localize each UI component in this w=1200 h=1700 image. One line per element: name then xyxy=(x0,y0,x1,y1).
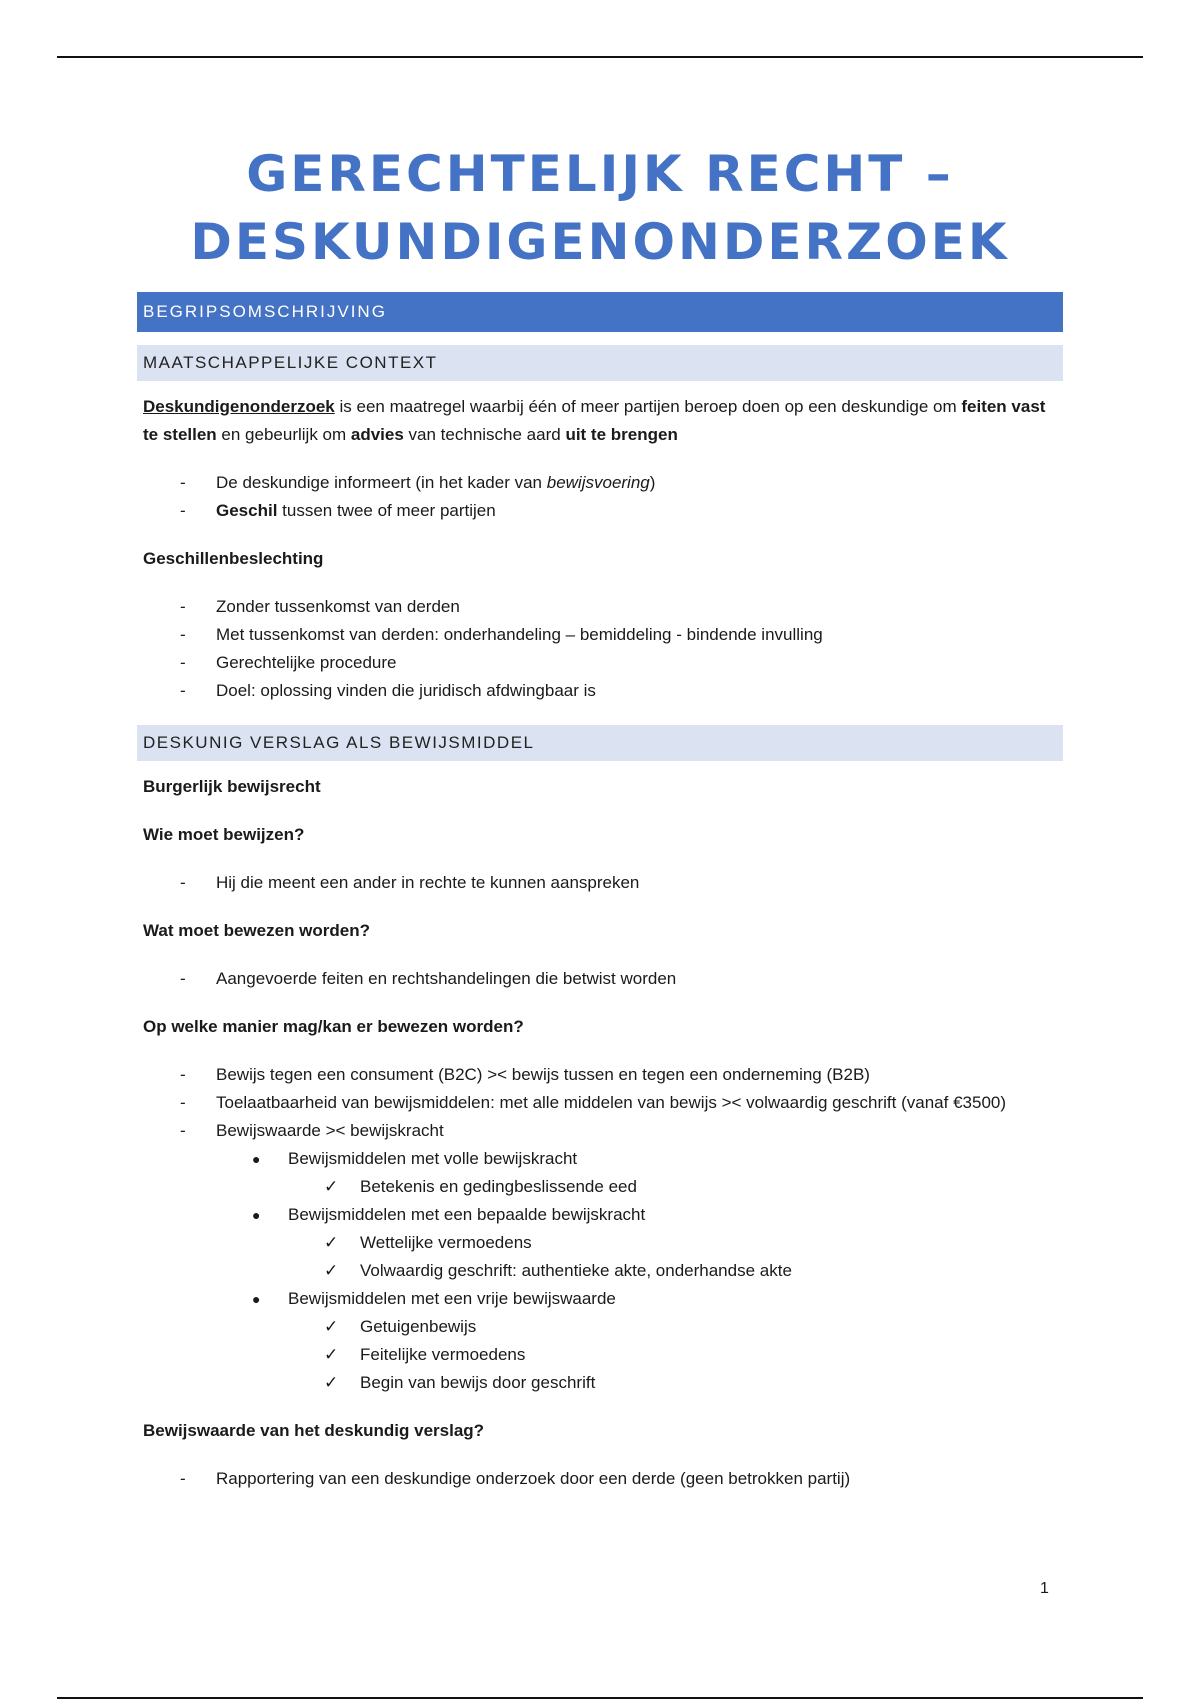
q4-list xyxy=(137,1465,1063,1493)
list-item: ✓ Volwaardig geschrift: authentieke akte, onderhandse akte xyxy=(288,1257,1063,1285)
list-item: - Met tussenkomst van derden: onderhandeling – bemiddeling - bindende invulling xyxy=(180,625,823,644)
question-bewijswaarde: Bewijswaarde van het deskundig verslag? xyxy=(143,1421,485,1440)
question-wie: Wie moet bewijzen? xyxy=(143,825,305,844)
q1-list xyxy=(137,869,1063,897)
list-item: - Bewijs tegen een consument (B2C) >< bewijs tussen en tegen een onderneming (B2B) xyxy=(180,1065,870,1084)
heading-begripsomschrijving: BEGRIPSOMSCHRIJVING xyxy=(137,292,1063,332)
check-icon: ✓ xyxy=(324,1233,339,1252)
intro-paragraph: Deskundigenonderzoek is een maatregel waarbij één of meer partijen beroep doen op een deskundige om feiten vast te stellen en gebeurlijk om advies van technische aard uit te brengen xyxy=(143,397,1046,444)
geschillen-list xyxy=(137,593,1063,705)
list-item: - Geschil tussen twee of meer partijen xyxy=(180,501,496,520)
list-item: - Hij die meent een ander in rechte te kunnen aanspreken xyxy=(180,873,640,892)
document-title xyxy=(0,140,1200,276)
list-item: - Rapportering van een deskundige onderzoek door een derde (geen betrokken partij) xyxy=(180,1469,851,1488)
list-item: - Bewijswaarde >< bewijskracht ● Bewijsmiddelen met volle bewijskracht ✓ Betekenis en gedingbeslissende eed ● Bewijsmiddelen met een bepaalde bewijskracht ✓ Wettelijke vermoedens ✓ Volwaardig geschrift: authentieke akte, onderhandse akte ● Bewijsmiddelen met een vrije bewijswaarde ✓ Getuigenbewijs ✓ Feitelijke vermoedens ✓ Begin van bewijs door geschrift xyxy=(137,1117,1063,1397)
list-item: ✓ Feitelijke vermoedens xyxy=(288,1341,1063,1369)
intro-term: Deskundigenonderzoek xyxy=(143,397,335,416)
list-item: ● Bewijsmiddelen met volle bewijskracht ✓ Betekenis en gedingbeslissende eed xyxy=(216,1145,1063,1201)
bottom-rule xyxy=(57,1697,1143,1699)
title-line-1: GERECHTELIJK RECHT – xyxy=(246,145,954,203)
intro-list xyxy=(137,469,1063,525)
list-item: - Gerechtelijke procedure xyxy=(180,653,397,672)
check-icon: ✓ xyxy=(324,1261,339,1280)
list-item: ✓ Getuigenbewijs xyxy=(288,1313,1063,1341)
list-item: - Doel: oplossing vinden die juridisch afdwingbaar is xyxy=(180,681,596,700)
check-icon: ✓ xyxy=(324,1373,339,1392)
page-number: 1 xyxy=(1040,1580,1049,1597)
list-item: ● Bewijsmiddelen met een bepaalde bewijskracht ✓ Wettelijke vermoedens ✓ Volwaardig geschrift: authentieke akte, onderhandse akte xyxy=(216,1201,1063,1285)
check-icon: ✓ xyxy=(324,1345,339,1364)
check-icon: ✓ xyxy=(324,1317,339,1336)
list-item: - Aangevoerde feiten en rechtshandelingen die betwist worden xyxy=(180,969,677,988)
list-item: - De deskundige informeert (in het kader van bewijsvoering) xyxy=(180,473,656,492)
heading-geschillenbeslechting: Geschillenbeslechting xyxy=(143,549,324,568)
document-body xyxy=(137,292,1063,1513)
q3-list xyxy=(137,1061,1063,1397)
top-rule xyxy=(57,56,1143,58)
question-manier: Op welke manier mag/kan er bewezen worden? xyxy=(143,1017,524,1036)
list-item: - Zonder tussenkomst van derden xyxy=(180,597,460,616)
question-wat: Wat moet bewezen worden? xyxy=(143,921,371,940)
heading-deskundig-verslag: DESKUNIG VERSLAG ALS BEWIJSMIDDEL xyxy=(137,725,1063,761)
q2-list xyxy=(137,965,1063,993)
list-item: ✓ Begin van bewijs door geschrift xyxy=(288,1369,1063,1397)
heading-burgerlijk-bewijsrecht: Burgerlijk bewijsrecht xyxy=(143,777,321,796)
list-item: ✓ Wettelijke vermoedens xyxy=(288,1229,1063,1257)
bewijs-groups xyxy=(216,1145,1063,1397)
check-icon: ✓ xyxy=(324,1177,339,1196)
list-item: - Toelaatbaarheid van bewijsmiddelen: met alle middelen van bewijs >< volwaardig geschrift (vanaf €3500) xyxy=(180,1093,1007,1112)
heading-maatschappelijke-context: MAATSCHAPPELIJKE CONTEXT xyxy=(137,345,1063,381)
list-item: ✓ Betekenis en gedingbeslissende eed xyxy=(288,1173,1063,1201)
list-item: ● Bewijsmiddelen met een vrije bewijswaarde ✓ Getuigenbewijs ✓ Feitelijke vermoedens ✓ Begin van bewijs door geschrift xyxy=(216,1285,1063,1397)
title-line-2: DESKUNDIGENONDERZOEK xyxy=(190,213,1010,271)
